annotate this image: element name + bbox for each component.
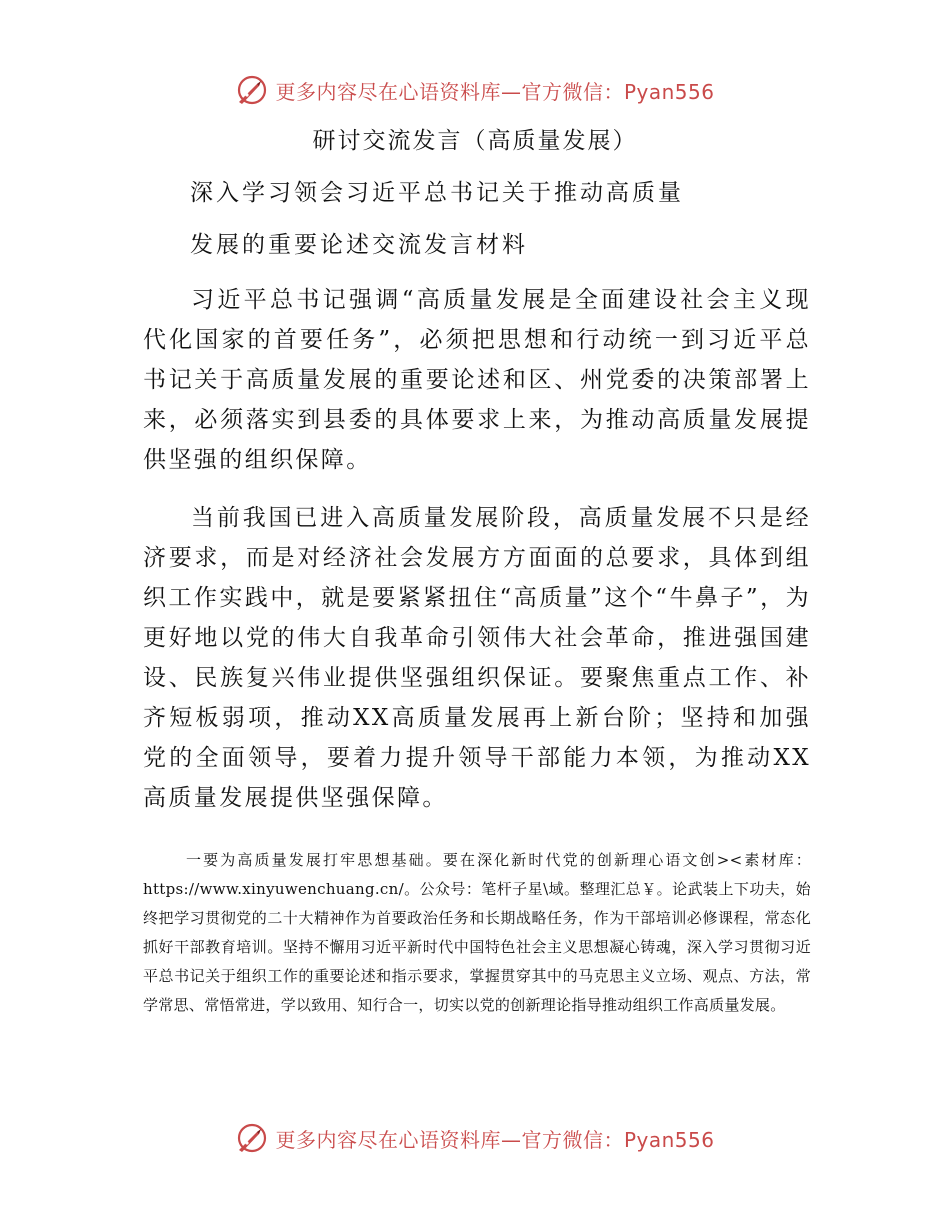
header-banner-text: 更多内容尽在心语资料库—官方微信：Pyan556 xyxy=(275,79,715,104)
body-paragraph-1: 习近平总书记强调“高质量发展是全面建设社会主义现代化国家的首要任务”，必须把思想和行动统一到习近平总书记关于高质量发展的重要论述和区、州党委的决策部署上来，必须落实到县委的具体要求上来，为推动高质量发展提供坚强的组织保障。 xyxy=(143,287,811,473)
header-banner xyxy=(0,72,950,108)
footer-banner-text: 更多内容尽在心语资料库—官方微信：Pyan556 xyxy=(275,1127,715,1152)
pen-nib-logo-icon xyxy=(235,73,269,107)
pen-nib-logo-icon xyxy=(235,1121,269,1155)
small-print-paragraph: 一要为高质量发展打牢思想基础。要在深化新时代党的创新理心语文创><素材库：https://www.xinyuwenchuang.cn/。公众号：笔杆子星\域。整理汇总￥。论武装上下功夫，始终把学习贯彻党的二十大精神作为首要政治任务和长期战略任务，作为干部培训必修课程，常态化抓好干部教育培训。坚持不懈用习近平新时代中国特色社会主义思想凝心铸魂，深入学习贯彻习近平总书记关于组织工作的重要论述和指示要求，掌握贯穿其中的马克思主义立场、观点、方法，常学常思、常悟常进，学以致用、知行合一，切实以党的创新理论指导推动组织工作高质量发展。 xyxy=(143,851,811,1014)
footer-banner xyxy=(0,1120,950,1156)
document-subtitle-line-1: 深入学习领会习近平总书记关于推动高质量 xyxy=(190,180,684,206)
body-paragraph-2: 当前我国已进入高质量发展阶段，高质量发展不只是经济要求，而是对经济社会发展方方面面的总要求，具体到组织工作实践中，就是要紧紧扭住“高质量”这个“牛鼻子”，为更好地以党的伟大自我革命引领伟大社会革命，推进强国建设、民族复兴伟业提供坚强组织保证。要聚焦重点工作、补齐短板弱项，推动XX高质量发展再上新台阶；坚持和加强党的全面领导，要着力提升领导干部能力本领，为推动XX高质量发展提供坚强保障。 xyxy=(143,505,811,811)
document-subtitle-line-2: 发展的重要论述交流发言材料 xyxy=(190,232,528,258)
document-title: 研讨交流发言（高质量发展） xyxy=(312,128,638,154)
